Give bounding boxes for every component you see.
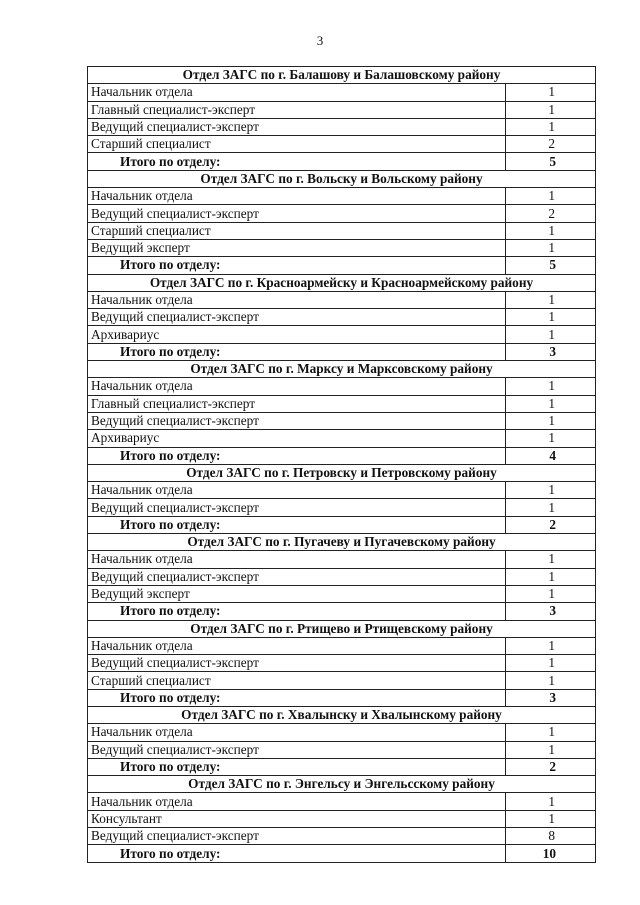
department-header-row [88, 170, 596, 187]
total-count: 5 [506, 257, 596, 274]
position-row [88, 309, 596, 326]
position-name: Ведущий специалист-эксперт [88, 205, 506, 222]
department-header-row [88, 464, 596, 481]
staffing-table-body [88, 67, 596, 863]
position-count: 1 [506, 585, 596, 602]
position-row [88, 118, 596, 135]
department-header-row [88, 776, 596, 793]
department-total-row [88, 257, 596, 274]
position-row [88, 585, 596, 602]
department-total-row [88, 343, 596, 360]
department-total-row [88, 603, 596, 620]
position-name: Ведущий эксперт [88, 239, 506, 256]
position-name: Главный специалист-эксперт [88, 395, 506, 412]
position-name: Архивариус [88, 430, 506, 447]
department-title: Отдел ЗАГС по г. Хвалынску и Хвалынскому району [88, 706, 596, 723]
position-name: Старший специалист [88, 222, 506, 239]
position-row [88, 222, 596, 239]
total-count: 3 [506, 343, 596, 360]
position-count: 1 [506, 637, 596, 654]
position-name: Ведущий специалист-эксперт [88, 309, 506, 326]
position-name: Ведущий специалист-эксперт [88, 499, 506, 516]
department-title: Отдел ЗАГС по г. Энгельсу и Энгельсскому району [88, 776, 596, 793]
position-name: Ведущий специалист-эксперт [88, 412, 506, 429]
position-row [88, 412, 596, 429]
position-count: 1 [506, 672, 596, 689]
position-row [88, 551, 596, 568]
position-count: 1 [506, 239, 596, 256]
position-name: Начальник отдела [88, 84, 506, 101]
total-count: 2 [506, 516, 596, 533]
position-count: 8 [506, 828, 596, 845]
page-number: 3 [316, 33, 324, 48]
position-row [88, 395, 596, 412]
position-row [88, 482, 596, 499]
position-row [88, 84, 596, 101]
position-row [88, 291, 596, 308]
department-header-row [88, 274, 596, 291]
position-count: 1 [506, 84, 596, 101]
position-name: Консультант [88, 810, 506, 827]
position-name: Начальник отдела [88, 482, 506, 499]
position-name: Ведущий специалист-эксперт [88, 568, 506, 585]
department-header-row [88, 706, 596, 723]
position-count: 1 [506, 101, 596, 118]
position-count: 1 [506, 655, 596, 672]
total-count: 2 [506, 758, 596, 775]
department-title: Отдел ЗАГС по г. Петровску и Петровскому району [88, 464, 596, 481]
position-name: Ведущий специалист-эксперт [88, 655, 506, 672]
total-label: Итого по отделу: [88, 153, 506, 170]
position-count: 1 [506, 378, 596, 395]
position-name: Начальник отдела [88, 188, 506, 205]
position-row [88, 724, 596, 741]
position-count: 1 [506, 482, 596, 499]
position-row [88, 378, 596, 395]
position-count: 1 [506, 724, 596, 741]
position-name: Ведущий эксперт [88, 585, 506, 602]
position-count: 1 [506, 222, 596, 239]
position-count: 1 [506, 309, 596, 326]
department-total-row [88, 689, 596, 706]
position-name: Архивариус [88, 326, 506, 343]
position-row [88, 188, 596, 205]
department-total-row [88, 447, 596, 464]
total-label: Итого по отделу: [88, 603, 506, 620]
position-row [88, 810, 596, 827]
department-title: Отдел ЗАГС по г. Вольску и Вольскому району [88, 170, 596, 187]
position-count: 1 [506, 810, 596, 827]
department-title: Отдел ЗАГС по г. Пугачеву и Пугачевскому району [88, 534, 596, 551]
department-title: Отдел ЗАГС по г. Ртищево и Ртищевскому району [88, 620, 596, 637]
department-total-row [88, 516, 596, 533]
position-count: 2 [506, 136, 596, 153]
position-count: 1 [506, 118, 596, 135]
total-count: 4 [506, 447, 596, 464]
position-row [88, 672, 596, 689]
total-label: Итого по отделу: [88, 758, 506, 775]
total-count: 3 [506, 689, 596, 706]
department-total-row [88, 845, 596, 862]
total-label: Итого по отделу: [88, 516, 506, 533]
position-count: 1 [506, 551, 596, 568]
position-count: 1 [506, 291, 596, 308]
department-title: Отдел ЗАГС по г. Красноармейску и Красноармейскому району [88, 274, 596, 291]
total-label: Итого по отделу: [88, 689, 506, 706]
department-total-row [88, 153, 596, 170]
position-row [88, 499, 596, 516]
department-title: Отдел ЗАГС по г. Балашову и Балашовскому району [88, 67, 596, 84]
position-name: Главный специалист-эксперт [88, 101, 506, 118]
position-name: Начальник отдела [88, 637, 506, 654]
position-row [88, 741, 596, 758]
position-name: Начальник отдела [88, 291, 506, 308]
position-row [88, 828, 596, 845]
total-count: 3 [506, 603, 596, 620]
position-count: 1 [506, 395, 596, 412]
total-count: 5 [506, 153, 596, 170]
position-row [88, 101, 596, 118]
position-row [88, 655, 596, 672]
department-total-row [88, 758, 596, 775]
position-row [88, 326, 596, 343]
position-row [88, 637, 596, 654]
position-name: Ведущий специалист-эксперт [88, 828, 506, 845]
position-row [88, 205, 596, 222]
total-label: Итого по отделу: [88, 447, 506, 464]
position-name: Старший специалист [88, 136, 506, 153]
department-title: Отдел ЗАГС по г. Марксу и Марксовскому району [88, 361, 596, 378]
position-count: 1 [506, 793, 596, 810]
position-count: 1 [506, 568, 596, 585]
position-count: 1 [506, 499, 596, 516]
position-name: Ведущий специалист-эксперт [88, 741, 506, 758]
position-name: Начальник отдела [88, 724, 506, 741]
position-count: 2 [506, 205, 596, 222]
position-row [88, 793, 596, 810]
position-count: 1 [506, 430, 596, 447]
position-name: Старший специалист [88, 672, 506, 689]
staffing-table [87, 66, 596, 863]
position-row [88, 430, 596, 447]
department-header-row [88, 620, 596, 637]
department-header-row [88, 534, 596, 551]
position-count: 1 [506, 412, 596, 429]
position-row [88, 568, 596, 585]
position-name: Ведущий специалист-эксперт [88, 118, 506, 135]
position-name: Начальник отдела [88, 551, 506, 568]
position-row [88, 136, 596, 153]
position-count: 1 [506, 188, 596, 205]
position-name: Начальник отдела [88, 378, 506, 395]
department-header-row [88, 67, 596, 84]
position-name: Начальник отдела [88, 793, 506, 810]
position-count: 1 [506, 326, 596, 343]
position-count: 1 [506, 741, 596, 758]
total-label: Итого по отделу: [88, 343, 506, 360]
total-count: 10 [506, 845, 596, 862]
position-row [88, 239, 596, 256]
department-header-row [88, 361, 596, 378]
total-label: Итого по отделу: [88, 845, 506, 862]
total-label: Итого по отделу: [88, 257, 506, 274]
